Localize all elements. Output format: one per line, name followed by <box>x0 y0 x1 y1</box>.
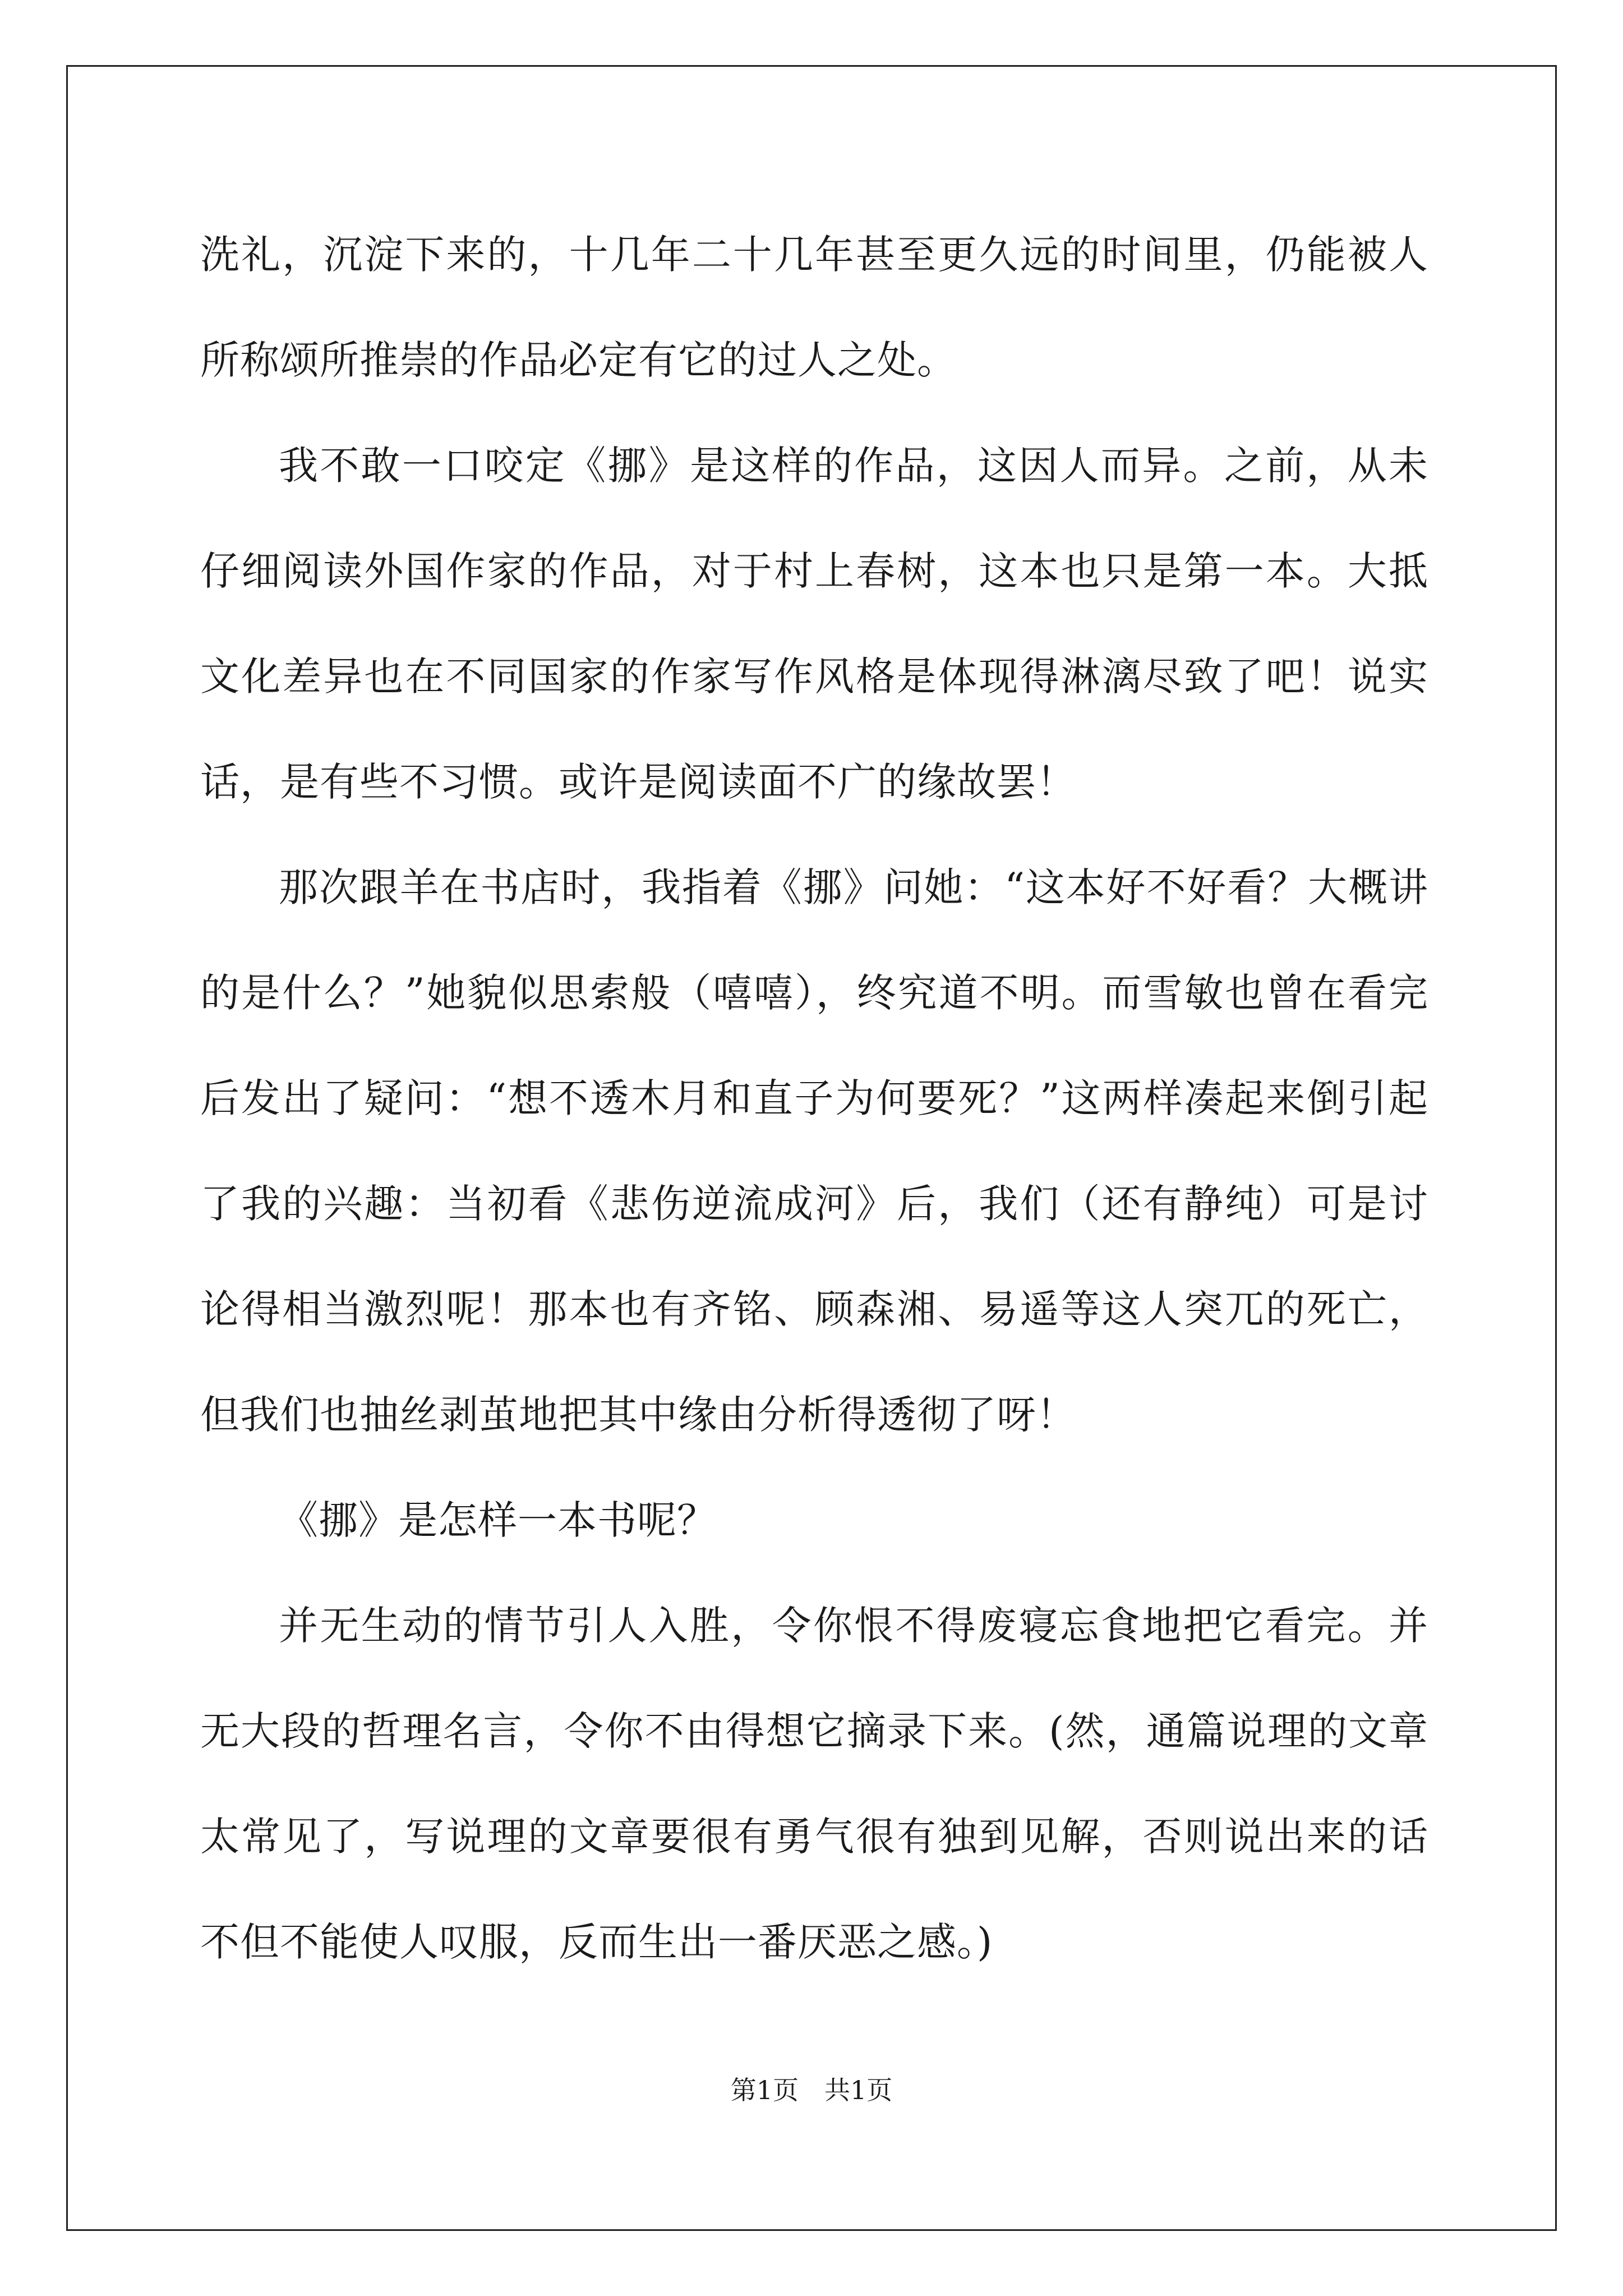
document-body <box>200 202 1428 1995</box>
paragraph-3: 那次跟羊在书店时，我指着《挪》问她：“这本好不好看？大概讲的是什么？”她貌似思索般（嘻嘻），终究道不明。而雪敏也曾在看完后发出了疑问：“想不透木月和直子为何要死？”这两样凑起来倒引起了我的兴趣：当初看《悲伤逆流成河》后，我们（还有静纯）可是讨论得相当激烈呢！那本也有齐铭、顾森湘、易遥等这人突兀的死亡，但我们也抽丝剥茧地把其中缘由分析得透彻了呀！ <box>200 864 1428 1438</box>
page-number-footer: 第1页 共1页 <box>730 2075 893 2105</box>
paragraph-5: 并无生动的情节引人入胜，令你恨不得废寝忘食地把它看完。并无大段的哲理名言，令你不由得想它摘录下来。(然，通篇说理的文章太常见了，写说理的文章要很有勇气很有独到见解，否则说出来的话不但不能使人叹服，反而生出一番厌恶之感。) <box>200 1603 1428 1965</box>
paragraph-4: 《挪》是怎样一本书呢？ <box>279 1497 717 1543</box>
paragraph-2: 我不敢一口咬定《挪》是这样的作品，这因人而异。之前，从未仔细阅读外国作家的作品，对于村上春树，这本也只是第一本。大抵文化差异也在不同国家的作家写作风格是体现得淋漓尽致了吧！说实话，是有些不习惯。或许是阅读面不广的缘故罢！ <box>200 443 1428 805</box>
paragraph-1: 洗礼，沉淀下来的，十几年二十几年甚至更久远的时间里，仍能被人所称颂所推崇的作品必定有它的过人之处。 <box>200 232 1428 383</box>
